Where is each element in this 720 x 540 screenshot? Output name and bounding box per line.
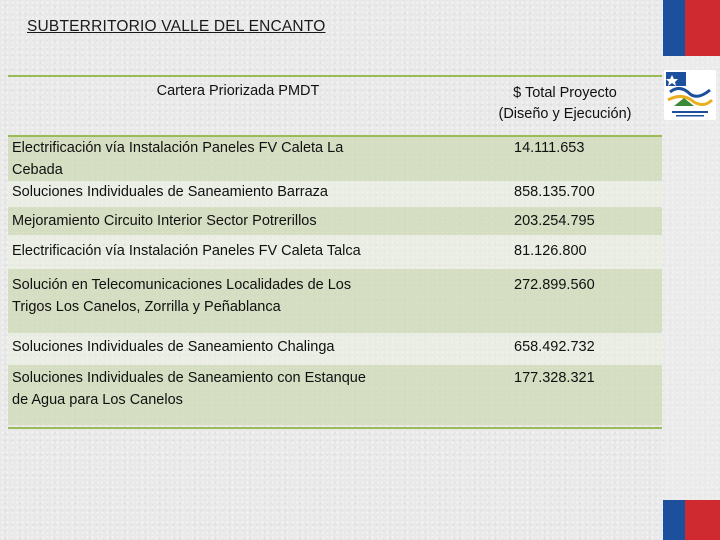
header-total-line1: $ Total Proyecto — [513, 85, 617, 101]
project-name — [12, 274, 462, 318]
table-row — [8, 235, 662, 269]
project-name-line1: Solución en Telecomunicaciones Localidades de Los — [12, 277, 352, 293]
table-row — [8, 269, 662, 333]
project-name-line2: Cebada — [12, 162, 63, 178]
project-value: 14.111.653 — [514, 140, 585, 156]
table-row — [8, 333, 662, 365]
header-cartera: Cartera Priorizada PMDT — [156, 83, 320, 99]
project-value: 658.492.732 — [514, 339, 595, 355]
project-name-line2: de Agua para Los Canelos — [12, 392, 183, 408]
table-header — [8, 77, 662, 137]
project-name-line2: Trigos Los Canelos, Zorrilla y Peñablanca — [12, 299, 281, 315]
project-value: 203.254.795 — [514, 213, 595, 229]
slide-title: SUBTERRITORIO VALLE DEL ENCANTO — [27, 18, 326, 35]
project-name: Soluciones Individuales de Saneamiento Chalinga — [12, 339, 335, 355]
project-name — [12, 367, 462, 411]
cartera-table — [8, 75, 662, 429]
project-name: Mejoramiento Circuito Interior Sector Potrerillos — [12, 213, 317, 229]
project-name: Soluciones Individuales de Saneamiento Barraza — [12, 184, 328, 200]
table-row — [8, 181, 662, 207]
project-name-line1: Soluciones Individuales de Saneamiento con Estanque — [12, 370, 366, 386]
project-value: 272.899.560 — [514, 277, 595, 293]
header-total-line2: (Diseño y Ejecución) — [498, 106, 632, 122]
table-row — [8, 207, 662, 235]
table-row — [8, 137, 662, 181]
government-logo-icon — [664, 70, 716, 120]
header-total — [468, 83, 662, 125]
project-name-line1: Electrificación vía Instalación Paneles FV Caleta La — [12, 140, 344, 156]
project-value: 858.135.700 — [514, 184, 595, 200]
table-row — [8, 365, 662, 425]
project-value: 81.126.800 — [514, 243, 587, 259]
project-name — [12, 137, 462, 181]
project-name: Electrificación vía Instalación Paneles FV Caleta Talca — [12, 243, 361, 259]
project-value: 177.328.321 — [514, 370, 595, 386]
